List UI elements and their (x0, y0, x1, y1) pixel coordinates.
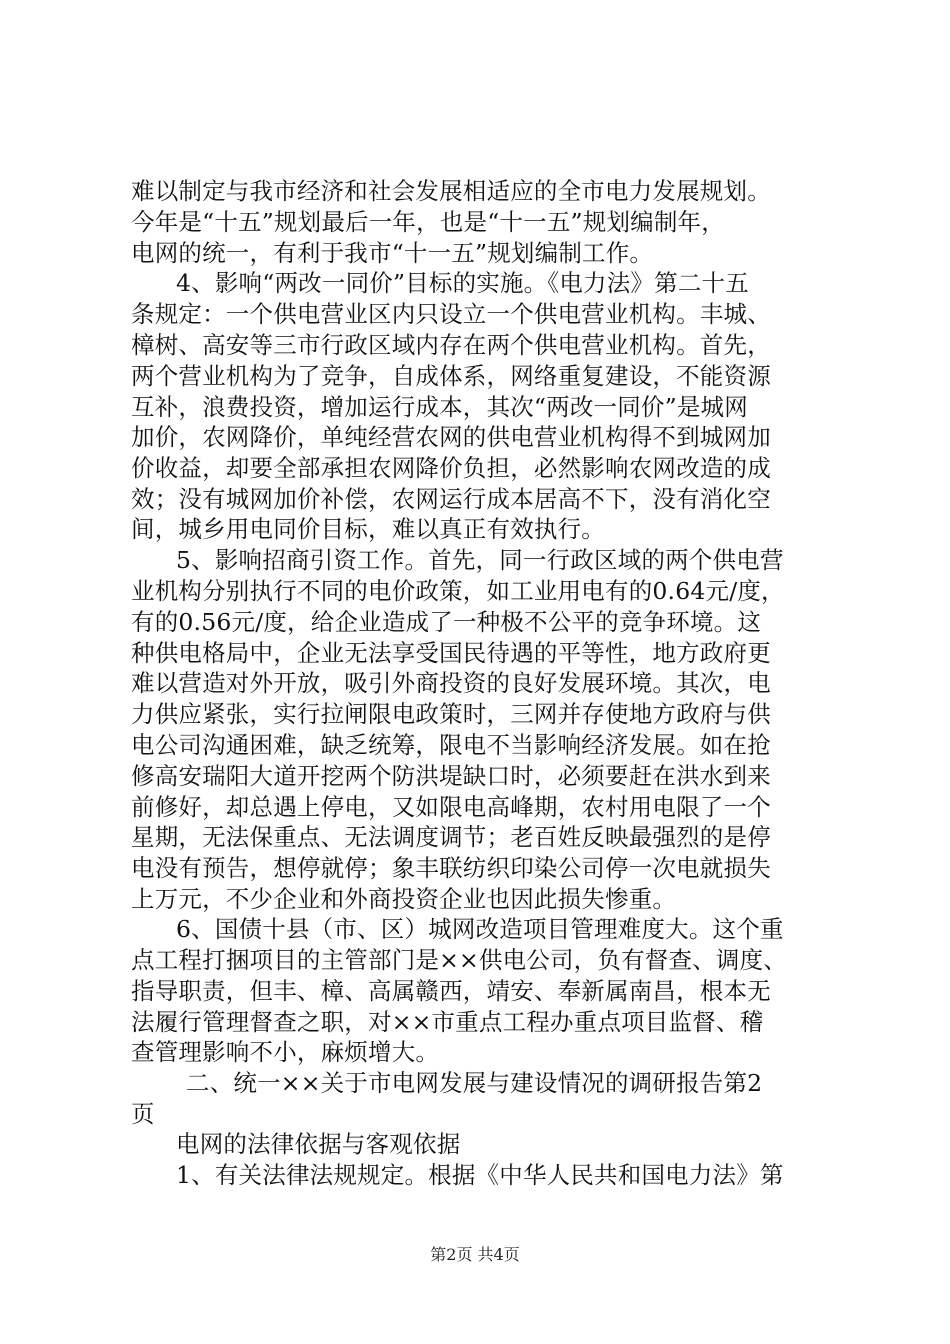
text-line: 有的0.56元/度，给企业造成了一种极不公平的竞争环境。这 (131, 608, 762, 636)
text-line: 难以营造对外开放，吸引外商投资的良好发展环境。其次，电 (131, 669, 771, 697)
text-line: 效；没有城网加价补偿，农网运行成本居高不下，没有消化空 (131, 485, 771, 513)
text-line: 今年是“十五”规划最后一年，也是“十一五”规划编制年， (131, 208, 725, 236)
text-line: 价收益，却要全部承担农网降价负担，必然影响农网改造的成 (131, 454, 771, 482)
text-line: 法履行管理督查之职，对××市重点工程办重点项目监督、稽 (131, 1008, 764, 1036)
paragraph-start-line: 6、国债十县（市、区）城网改造项目管理难度大。这个重 (176, 915, 784, 943)
text-line: 间，城乡用电同价目标，难以真正有效执行。 (131, 515, 605, 543)
text-line: 页 (131, 1100, 155, 1128)
text-line: 加价，农网降价，单纯经营农网的供电营业机构得不到城网加 (131, 423, 771, 451)
section-heading-line: 二、统一××关于市电网发展与建设情况的调研报告第2 (186, 1069, 763, 1097)
text-line: 力供应紧张，实行拉闸限电政策时，三网并存使地方政府与供 (131, 700, 771, 728)
text-line: 修高安瑞阳大道开挖两个防洪堤缺口时，必须要赶在洪水到来 (131, 762, 771, 790)
paragraph-start-line: 4、影响“两改一同价”目标的实施。《电力法》第二十五 (176, 269, 749, 297)
text-line: 条规定：一个供电营业区内只设立一个供电营业机构。丰城、 (131, 300, 771, 328)
text-line: 指导职责，但丰、樟、高属赣西，靖安、奉新属南昌，根本无 (131, 977, 771, 1005)
text-line: 电没有预告，想停就停；象丰联纺织印染公司停一次电就损失 (131, 854, 771, 882)
text-line: 种供电格局中，企业无法享受国民待遇的平等性，地方政府更 (131, 639, 771, 667)
text-line: 业机构分别执行不同的电价政策，如工业用电有的0.64元/度， (131, 577, 785, 605)
text-line: 查管理影响不小，麻烦增大。 (131, 1038, 440, 1066)
text-line: 点工程打捆项目的主管部门是××供电公司，负有督查、调度、 (131, 946, 787, 974)
paragraph-start-line: 5、影响招商引资工作。首先，同一行政区域的两个供电营 (176, 546, 784, 574)
text-line: 电公司沟通困难，缺乏统筹，限电不当影响经济发展。如在抢 (131, 731, 771, 759)
text-line: 前修好，却总遇上停电，又如限电高峰期，农村用电限了一个 (131, 793, 771, 821)
text-line: 星期，无法保重点、无法调度调节；老百姓反映最强烈的是停 (131, 823, 771, 851)
text-line: 樟树、高安等三市行政区域内存在两个供电营业机构。首先， (131, 331, 771, 359)
text-line: 难以制定与我市经济和社会发展相适应的全市电力发展规划。 (131, 177, 771, 205)
text-line: 电网的法律依据与客观依据 (176, 1130, 461, 1158)
text-line: 互补，浪费投资，增加运行成本，其次“两改一同价”是城网 (131, 393, 748, 421)
page-footer: 第2页 共4页 (430, 1245, 520, 1264)
text-line: 上万元，不少企业和外商投资企业也因此损失惨重。 (131, 885, 677, 913)
paragraph-start-line: 1、有关法律法规规定。根据《中华人民共和国电力法》第 (176, 1161, 784, 1189)
text-line: 两个营业机构为了竞争，自成体系，网络重复建设，不能资源 (131, 362, 771, 390)
text-line: 电网的统一，有利于我市“十一五”规划编制工作。 (131, 239, 654, 267)
